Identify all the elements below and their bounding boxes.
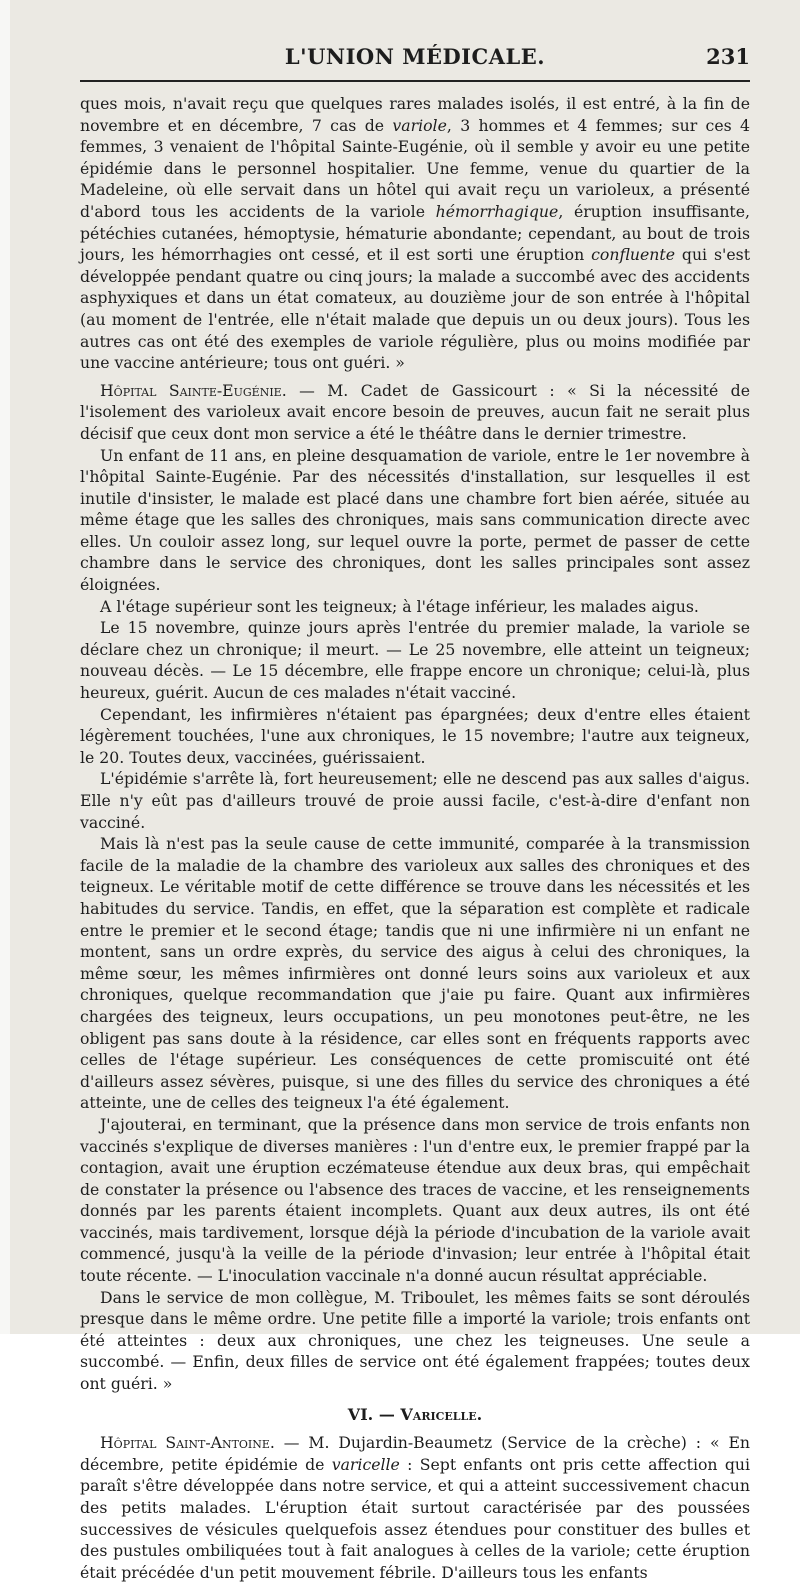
paragraph: [80, 596, 750, 618]
paragraph: [80, 704, 750, 769]
italic-term: variole: [392, 115, 447, 135]
hospital-name: Hôpital Saint-Antoine.: [100, 1433, 275, 1453]
text-run: ques mois, n'avait reçu que quelques rares malades isolés, il est entré, à la fin de novembre et en décembre, 7 cas de: [80, 94, 750, 135]
header-rule: [80, 80, 750, 82]
page-number: 231: [706, 44, 750, 69]
italic-term: hémorrhagique: [435, 201, 559, 221]
paragraph: [80, 445, 750, 596]
text-run: — M. Cadet de Gassicourt : « Si la nécessité de l'isolement des varioleux avait encore besoin de preuves, aucun fait ne serait plus décisif que ceux dont mon service a été le théâtre dans le dernier trimestre.: [80, 380, 750, 443]
paragraph: [80, 1287, 750, 1395]
body-text: [80, 93, 750, 1583]
text-run: A l'étage supérieur sont les teigneux; à l'étage inférieur, les malades aigus.: [100, 596, 699, 616]
page-edge: [0, 0, 10, 1334]
text-run: Le 15 novembre, quinze jours après l'entrée du premier malade, la variole se déclare chez un chronique; il meurt. — Le 25 novembre, elle atteint un teigneux; nouveau décès. — Le 15 décembre, elle frappe encore un chronique; celui-là, plus heureux, guérit. Aucun de ces malades n'était vacciné.: [80, 618, 750, 703]
paragraph: [80, 93, 750, 374]
text-run: qui s'est développée pendant quatre ou cinq jours; la malade a succombé avec des accidents asphyxiques et dans un état comateux, au douzième jour de son entrée à l'hôpital (au moment de l'entrée, elle n'était malade que depuis un ou deux jours). Tous les autres cas ont été des exemples de variole régulière, plus ou moins modifiée par une vaccine antérieure; tous ont guéri. »: [80, 245, 750, 373]
text-run: Mais là n'est pas la seule cause de cette immunité, comparée à la transmission facile de la maladie de la chambre des varioleux aux salles des chroniques et des teigneux. Le véritable motif de cette différence se trouve dans les nécessités et les habitudes du service. Tandis, en effet, que la séparation est complète et radicale entre le premier et le second étage; tandis que ni une infirmière ni un enfant ne montent, sans un ordre exprès, du service des aigus à celui des chroniques, la même sœur, les mêmes infirmières ont donné leurs soins aux varioleux et aux chroniques, quelque recommandation que j'aie pu faire. Quant aux infirmières chargées des teigneux, leurs occupations, un peu monotones peut-être, ne les obligent pas sans doute à la résidence, car elles sont en fréquents rapports avec celles de l'étage supérieur. Les conséquences de cette promiscuité ont été d'ailleurs assez sévères, puisque, si une des filles du service des chroniques a été atteinte, une de celles des teigneux l'a été également.: [80, 834, 750, 1113]
italic-term: confluente: [591, 245, 675, 265]
page-header: [80, 44, 750, 74]
paragraph: [80, 833, 750, 1114]
text-run: L'épidémie s'arrête là, fort heureusement; elle ne descend pas aux salles d'aigus. Elle n'y eût pas d'ailleurs trouvé de proie aussi facile, c'est-à-dire d'enfant non vacciné.: [80, 769, 750, 832]
paragraph: [80, 617, 750, 703]
italic-term: varicelle: [331, 1454, 400, 1474]
text-run: , éruption insuffisante, pétéchies cutanées, hémoptysie, hématurie abondante; cependant, au bout de trois jours, les hémorrhagies ont cessé, et il est sorti une éruption: [80, 201, 750, 265]
paragraph: [80, 768, 750, 833]
text-run: , 3 hommes et 4 femmes; sur ces 4 femmes, 3 venaient de l'hôpital Sainte-Eugénie, où il semble y avoir eu une petite épidémie dans le personnel hospitalier. Une femme, venue du quartier de la Madeleine, où elle servait dans un hôtel qui avait reçu un varioleux, a présenté d'abord tous les accidents de la variole: [80, 115, 751, 221]
section-heading-text: VI. — Varicelle.: [347, 1404, 483, 1424]
paragraph: [80, 380, 750, 445]
text-run: Un enfant de 11 ans, en pleine desquamation de variole, entre le 1er novembre à l'hôpital Sainte-Eugénie. Par des nécessités d'installation, sur lesquelles il est inutile d'insister, le malade est placé dans une chambre fort bien aérée, située au même étage que les salles des chroniques, mais sans communication directe avec elles. Un couloir assez long, sur lequel ouvre la porte, permet de passer de cette chambre dans le service des chroniques, dont les salles principales sont assez éloignées.: [80, 445, 750, 595]
paragraph: [80, 1114, 750, 1287]
hospital-name: Hôpital Sainte-Eugénie.: [100, 380, 287, 400]
text-run: J'ajouterai, en terminant, que la présence dans mon service de trois enfants non vaccinés s'explique de diverses manières : l'un d'entre eux, le premier frappé par la contagion, avait une éruption eczémateuse étendue aux deux bras, qui empêchait de constater la présence ou l'absence des traces de vaccine, et les renseignements donnés par les parents étaient incomplets. Quant aux deux autres, ils ont été vaccinés, mais tardivement, lorsque déjà la période d'incubation de la variole avait commencé, jusqu'à la veille de la période d'invasion; leur entrée à l'hôpital était toute récente. — L'inoculation vaccinale n'a donné aucun résultat appréciable.: [80, 1114, 750, 1286]
paragraph: [80, 1432, 750, 1583]
section-heading: [80, 1404, 750, 1426]
running-title: L'UNION MÉDICALE.: [284, 44, 546, 69]
text-run: Cependant, les infirmières n'étaient pas épargnées; deux d'entre elles étaient légèrement touchées, l'une aux chroniques, le 15 novembre; l'autre aux teigneux, le 20. Toutes deux, vaccinées, guérissaient.: [80, 704, 750, 767]
text-run: : Sept enfants ont pris cette affection qui paraît s'être développée dans notre service, et qui a atteint successivement chacun des petits malades. L'éruption était surtout caractérisée par des poussées successives de vésicules quelquefois assez étendues pour constituer des bulles et des pustules ombiliquées tout à fait analogues à celles de la variole; cette éruption était précédée d'un petit mouvement fébrile. D'ailleurs tous les enfants: [80, 1454, 750, 1582]
text-run: Dans le service de mon collègue, M. Triboulet, les mêmes faits se sont déroulés presque dans le même ordre. Une petite fille a importé la variole; trois enfants ont été atteintes : deux aux chroniques, une chez les teigneuses. Une seule a succombé. — Enfin, deux filles de service ont été également frappées; toutes deux ont guéri. »: [80, 1287, 750, 1394]
text-run: — M. Dujardin-Beaumetz (Service de la crèche) : « En décembre, petite épidémie de: [80, 1433, 750, 1474]
